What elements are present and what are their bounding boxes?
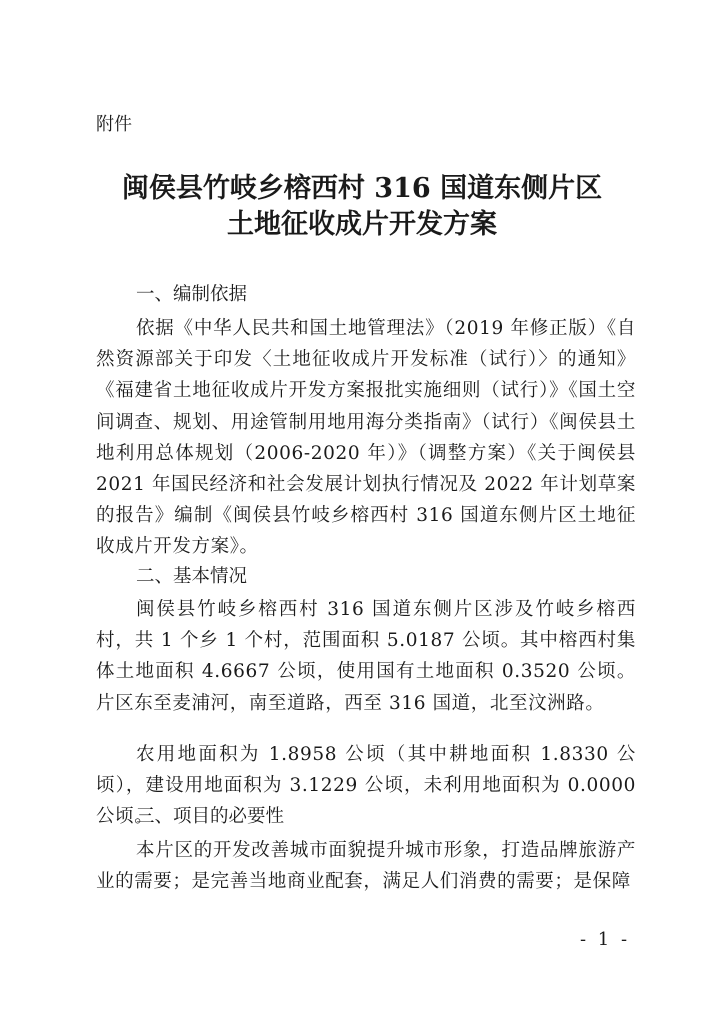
section-heading-basis: 一、编制依据 (136, 284, 248, 305)
page-number: - 1 - (580, 929, 631, 950)
paragraph-basic-situation-2: 农用地面积为 1.8958 公顷（其中耕地面积 1.8330 公顷），建设用地面积为 3.1229 公顷，未利用地面积为 0.0000 公顷。 (96, 744, 636, 828)
attachment-label: 附件 (96, 114, 132, 135)
paragraph-basis: 依据《中华人民共和国土地管理法》（2019 年修正版）《自然资源部关于印发〈土地征收成片开发标准（试行）〉的通知》《福建省土地征收成片开发方案报批实施细则（试行）》《国土空间调查、规划、用途管制用地用海分类指南》（试行）《闽侯县土地利用总体规划（2006-2020 年）》（调整方案）《关于闽侯县 2021 年国民经济和社会发展计划执行情况及 2022 年计划草案的报告》编制《闽侯县竹岐乡榕西村 316 国道东侧片区土地征收成片开发方案》。 (96, 318, 636, 558)
document-title-line-2: 土地征收成片开发方案 (227, 209, 497, 240)
document-title-line-1: 闽侯县竹岐乡榕西村 316 国道东侧片区 (121, 173, 603, 204)
section-heading-necessity: 三、项目的必要性 (136, 806, 285, 827)
section-heading-basic-situation: 二、基本情况 (136, 566, 248, 587)
paragraph-necessity: 本片区的开发改善城市面貌提升城市形象，打造品牌旅游产业的需要；是完善当地商业配套，满足人们消费的需要；是保障 (96, 840, 636, 893)
paragraph-basic-situation-1: 闽侯县竹岐乡榕西村 316 国道东侧片区涉及竹岐乡榕西村，共 1 个乡 1 个村，范围面积 5.0187 公顷。其中榕西村集体土地面积 4.6667 公顷，使用国有土地面积 0.3520 公顷。片区东至麦浦河，南至道路，西至 316 国道，北至汶洲路。 (96, 599, 636, 714)
